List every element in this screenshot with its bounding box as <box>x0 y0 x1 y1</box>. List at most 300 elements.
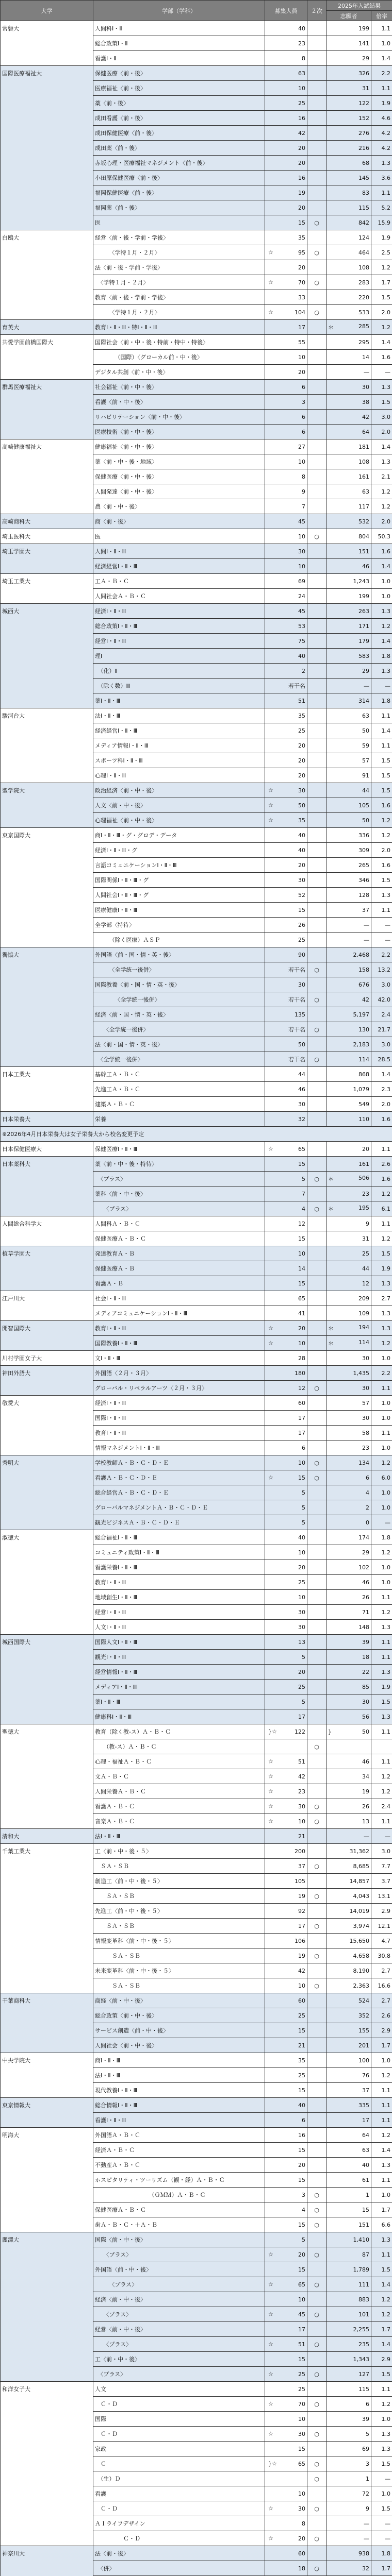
star-mark-icon: ☆ <box>268 309 273 316</box>
table-row <box>1 1366 392 1381</box>
capacity: 26 <box>298 922 305 928</box>
capacity-cell <box>265 36 307 51</box>
second-stage-circle-icon: ○ <box>307 2188 326 2202</box>
capacity: 44 <box>298 1071 305 1078</box>
applicants: 141 <box>358 40 369 47</box>
table-row <box>1 1396 392 1411</box>
ratio: 2.0 <box>371 843 392 858</box>
ratio: 1.5 <box>371 768 392 783</box>
capacity: 5 <box>302 2236 305 2243</box>
ratio: 42.0 <box>371 992 392 1007</box>
applicants-cell <box>326 798 371 813</box>
table-row <box>1 320 392 335</box>
ratio: 1.1 <box>371 1142 392 1157</box>
applicants-cell <box>326 843 371 858</box>
second-stage-circle-icon <box>307 290 326 305</box>
table-row <box>1 1067 392 1082</box>
ratio: 1.2 <box>371 619 392 634</box>
capacity: 若干名 <box>288 965 305 974</box>
ratio: — <box>371 2531 392 2546</box>
second-stage-circle-icon <box>307 1635 326 1650</box>
second-stage-circle-icon <box>307 1261 326 1276</box>
applicants-cell <box>326 245 371 260</box>
ratio: 1.0 <box>371 1500 392 1515</box>
ratio: 1.9 <box>371 96 392 111</box>
department: 総合政策〈前・中・後〉 <box>93 2008 265 2023</box>
applicants: 5,197 <box>353 1011 370 1018</box>
ratio: 1.4 <box>371 335 392 350</box>
applicants: 336 <box>358 832 369 839</box>
second-stage-circle-icon <box>307 738 326 753</box>
capacity: 19 <box>298 190 305 196</box>
department: 〈プラス〉 <box>93 2367 265 2382</box>
applicants: 148 <box>358 1624 369 1631</box>
capacity: 3 <box>302 399 305 405</box>
applicants-cell <box>326 828 371 843</box>
applicants: 6 <box>366 2401 369 2408</box>
applicants: 235 <box>358 2341 369 2348</box>
capacity: 95 <box>298 249 305 256</box>
second-stage-circle-icon <box>307 843 326 858</box>
capacity-cell <box>265 1440 307 1455</box>
ratio: 1.7 <box>371 2038 392 2053</box>
capacity: 6 <box>302 429 305 435</box>
capacity-cell <box>265 828 307 843</box>
department: 〈プラス〉 <box>93 2277 265 2292</box>
star-mark-icon: ☆ <box>268 1340 273 1347</box>
applicants: 2,255 <box>353 2326 370 2333</box>
capacity-cell <box>265 215 307 230</box>
capacity: 50 <box>298 1041 305 1048</box>
applicants-cell <box>326 1455 371 1470</box>
applicants: 2 <box>366 1504 369 1511</box>
table-row <box>1 2128 392 2143</box>
capacity: 10 <box>298 1460 305 1466</box>
applicants: 128 <box>358 892 369 899</box>
ratio: 6.6 <box>371 2217 392 2232</box>
ratio: 1.0 <box>371 2412 392 2427</box>
department: 音楽Ａ・Ｂ・Ｃ <box>93 1814 265 1829</box>
ratio: — <box>371 679 392 693</box>
capacity: 10 <box>298 1818 305 1825</box>
applicants-cell <box>326 2397 371 2412</box>
department: 総合経営Ａ・Ｂ・Ｃ・Ｄ・Ｅ <box>93 1485 265 1500</box>
applicants: 29 <box>362 668 369 674</box>
table-body <box>1 21 392 2576</box>
star-mark-icon: ☆ <box>268 2505 273 2512</box>
applicants-cell <box>326 305 371 320</box>
department: 法〈前・国・情・英・後〉 <box>93 1037 265 1052</box>
capacity-cell <box>265 260 307 275</box>
applicants: 201 <box>358 2042 369 2049</box>
department: 〈全学統一後併〉 <box>93 1022 265 1037</box>
capacity-cell <box>265 2068 307 2083</box>
applicants: 3,974 <box>353 1923 370 1929</box>
star-mark-icon: ☆ <box>268 2371 273 2378</box>
capacity: 9 <box>302 488 305 495</box>
second-stage-circle-icon <box>307 2442 326 2456</box>
university-name: 群馬医療福祉大 <box>1 380 93 439</box>
capacity-cell <box>265 1485 307 1500</box>
department: 〈学特１月・２月〉 <box>93 275 265 290</box>
star-mark-icon: }☆ <box>268 1728 277 1735</box>
applicants-cell <box>326 2322 371 2337</box>
applicants: 57 <box>362 757 369 764</box>
capacity-cell <box>265 2367 307 2382</box>
second-stage-circle-icon <box>307 903 326 918</box>
university-name: 駿河台大 <box>1 708 93 783</box>
table-row <box>1 574 392 589</box>
department: ＳＡ・ＳＢ <box>93 1889 265 1904</box>
ratio: 21.7 <box>371 1022 392 1037</box>
capacity-cell <box>265 1963 307 1978</box>
applicants-cell <box>326 574 371 589</box>
applicants-cell <box>326 275 371 290</box>
ratio: 1.2 <box>371 484 392 499</box>
second-stage-circle-icon: ○ <box>307 2217 326 2232</box>
department: 理Ⅰ <box>93 649 265 664</box>
capacity-cell <box>265 1680 307 1694</box>
table-row <box>1 380 392 395</box>
capacity-cell <box>265 903 307 918</box>
second-stage-circle-icon <box>307 1216 326 1231</box>
department: 経済〈前・中・後〉 <box>93 2292 265 2307</box>
capacity: 14 <box>298 1265 305 1272</box>
university-name: 育英大 <box>1 320 93 335</box>
department: 農〈前・中・後〉 <box>93 499 265 514</box>
applicants-cell <box>326 1545 371 1560</box>
capacity: 30 <box>298 787 305 794</box>
second-stage-circle-icon <box>307 2232 326 2247</box>
applicants-cell <box>326 1948 371 1963</box>
ratio: 1.3 <box>371 1321 392 1336</box>
capacity: 51 <box>298 1758 305 1765</box>
department: 商〈前・後〉 <box>93 514 265 529</box>
ratio: 1.3 <box>371 604 392 619</box>
second-stage-circle-icon <box>307 514 326 529</box>
capacity: 10 <box>298 563 305 570</box>
applicants-cell <box>326 1276 371 1291</box>
applicants: 57 <box>362 1400 369 1406</box>
capacity-cell <box>265 2427 307 2442</box>
table-row <box>1 1351 392 1366</box>
applicants-cell <box>326 1665 371 1680</box>
second-stage-circle-icon: ○ <box>307 2247 326 2262</box>
capacity-cell <box>265 918 307 933</box>
capacity: 45 <box>298 2311 305 2318</box>
department: Ｃ・Ｄ <box>93 2531 265 2546</box>
applicants-cell <box>326 2486 371 2501</box>
applicants-cell <box>326 21 371 36</box>
department: 工〈前・中・後・５〉 <box>93 1844 265 1859</box>
applicants: 50 <box>362 817 369 824</box>
second-stage-circle-icon <box>307 36 326 51</box>
capacity: 15 <box>298 2027 305 2034</box>
department: 家政 <box>93 2442 265 2456</box>
department: 経済経営Ⅰ・Ⅱ・Ⅲ <box>93 559 265 574</box>
university-name: 埼玉医科大 <box>1 529 93 544</box>
applicants-cell <box>326 454 371 469</box>
applicants: 14,019 <box>350 1908 370 1914</box>
applicants-cell <box>326 813 371 828</box>
capacity: 40 <box>298 847 305 854</box>
department: 文Ａ・Ｂ・Ｃ <box>93 1769 265 1784</box>
capacity-cell <box>265 425 307 439</box>
ratio: 2.0 <box>371 514 392 529</box>
capacity-cell <box>265 1246 307 1261</box>
applicants: 85 <box>362 1684 369 1690</box>
department: 〈学特１月・２月〉 <box>93 245 265 260</box>
ratio: 4.2 <box>371 141 392 156</box>
department: 経営〈前・後・学前・学後〉 <box>93 230 265 245</box>
capacity-cell <box>265 858 307 873</box>
second-stage-circle-icon: ○ <box>307 962 326 977</box>
capacity: 75 <box>298 638 305 645</box>
second-stage-circle-icon: ○ <box>307 2501 326 2516</box>
university-name: 麗澤大 <box>1 2232 93 2382</box>
star-mark-icon: ☆ <box>268 1146 273 1153</box>
capacity: 19 <box>298 1893 305 1900</box>
second-stage-circle-icon <box>307 1724 326 1739</box>
department: 先進工Ａ・Ｂ・Ｃ <box>93 1082 265 1097</box>
capacity: 135 <box>295 1011 305 1018</box>
applicants: 8,190 <box>353 1968 370 1974</box>
department: ＳＡ・ＳＢ <box>93 1919 265 1934</box>
applicants-cell <box>326 410 371 425</box>
department: 法〈前・後・学前・学後〉 <box>93 260 265 275</box>
capacity-cell <box>265 798 307 813</box>
applicants-cell <box>326 619 371 634</box>
star-mark-icon: ☆ <box>268 279 273 286</box>
capacity: 20 <box>298 264 305 271</box>
second-stage-circle-icon <box>307 693 326 708</box>
ratio: 2.7 <box>371 1963 392 1978</box>
capacity-cell <box>265 2546 307 2561</box>
capacity-cell <box>265 2083 307 2098</box>
capacity: 20 <box>298 742 305 749</box>
applicants-cell <box>326 1635 371 1650</box>
ratio: 1.0 <box>371 574 392 589</box>
capacity-cell <box>265 2188 307 2202</box>
second-stage-circle-icon <box>307 664 326 679</box>
applicants-cell <box>326 1067 371 1082</box>
second-stage-circle-icon <box>307 230 326 245</box>
applicants: 122 <box>358 100 369 107</box>
capacity: 27 <box>298 444 305 450</box>
capacity-cell <box>265 1709 307 1724</box>
capacity: 若干名 <box>288 995 305 1004</box>
applicants: 4,043 <box>353 1893 370 1900</box>
capacity: 25 <box>298 2386 305 2393</box>
department: 人文 <box>93 2382 265 2397</box>
second-stage-circle-icon <box>307 1396 326 1411</box>
applicants-cell <box>326 2232 371 2247</box>
university-name: 聖学院大 <box>1 783 93 828</box>
capacity: 19 <box>298 1953 305 1959</box>
second-stage-circle-icon: ○ <box>307 1919 326 1934</box>
capacity-cell <box>265 2217 307 2232</box>
second-stage-circle-icon <box>307 2143 326 2158</box>
capacity-cell <box>265 1172 307 1187</box>
department: グローバルマネジメントＡ・Ｂ・Ｃ・Ｄ・Ｅ <box>93 1500 265 1515</box>
applicants: 102 <box>358 1564 369 1571</box>
second-stage-circle-icon <box>307 679 326 693</box>
applicants-cell <box>326 1336 371 1351</box>
table-row <box>1 66 392 81</box>
second-stage-circle-icon <box>307 2516 326 2531</box>
capacity: 30 <box>298 2431 305 2437</box>
applicants: 676 <box>358 981 369 988</box>
ratio: 1.2 <box>371 260 392 275</box>
second-stage-circle-icon: ○ <box>307 1799 326 1814</box>
applicants-cell <box>326 589 371 604</box>
capacity: 65 <box>298 2461 305 2467</box>
capacity: 45 <box>298 608 305 615</box>
note-row <box>1 1127 392 1142</box>
table-row <box>1 1157 392 1172</box>
department: 外国語〈前・中・後〉 <box>93 2262 265 2277</box>
capacity-cell <box>265 1321 307 1336</box>
department: 成田薬〈前・後〉 <box>93 141 265 156</box>
applicants-cell <box>326 1246 371 1261</box>
star-mark-icon: ☆ <box>268 1788 273 1795</box>
capacity-cell <box>265 1844 307 1859</box>
capacity-cell <box>265 1052 307 1067</box>
applicants: 130 <box>358 1026 369 1033</box>
second-stage-circle-icon <box>307 604 326 619</box>
department: 商Ⅰ・Ⅱ・Ⅲ・グ・グロデ・データ <box>93 828 265 843</box>
applicants-cell <box>326 1366 371 1381</box>
applicants: 69 <box>362 2446 369 2452</box>
applicants: 30 <box>362 1355 369 1362</box>
second-stage-circle-icon <box>307 1187 326 1201</box>
applicants: 4 <box>366 1489 369 1496</box>
applicants-cell <box>326 111 371 126</box>
capacity-cell <box>265 410 307 425</box>
capacity-cell <box>265 1560 307 1575</box>
applicants: 883 <box>358 2296 369 2303</box>
applicants: 68 <box>362 160 369 166</box>
capacity-cell <box>265 1530 307 1545</box>
ratio: 1.3 <box>371 2442 392 2456</box>
table-row <box>1 1844 392 1859</box>
capacity-cell <box>265 1426 307 1440</box>
second-stage-circle-icon <box>307 1784 326 1799</box>
department: 国際Ⅰ・Ⅱ・Ⅲ <box>93 1411 265 1426</box>
applicants-cell <box>326 1560 371 1575</box>
applicants-cell <box>326 1874 371 1889</box>
second-stage-circle-icon: ○ <box>307 305 326 320</box>
ratio: 1.2 <box>371 1336 392 1351</box>
capacity-cell <box>265 1261 307 1276</box>
applicants: 151 <box>358 548 369 555</box>
university-name: 埼玉工業大 <box>1 574 93 604</box>
department: メディアⅠ・Ⅱ・Ⅲ <box>93 1680 265 1694</box>
second-stage-circle-icon <box>307 365 326 380</box>
capacity-cell <box>265 2561 307 2576</box>
capacity-cell <box>265 2501 307 2516</box>
capacity: 40 <box>298 1534 305 1541</box>
department: 〈全学統一後併〉 <box>93 962 265 977</box>
second-stage-circle-icon <box>307 574 326 589</box>
capacity-cell <box>265 1142 307 1157</box>
applicants: 108 <box>358 459 369 465</box>
second-stage-circle-icon: ○ <box>307 275 326 290</box>
applicants-cell <box>326 1680 371 1694</box>
applicants-cell <box>326 1485 371 1500</box>
ratio: 1.1 <box>371 2098 392 2113</box>
capacity: 若干名 <box>288 1055 305 1063</box>
department: 経営Ⅰ・Ⅱ・Ⅲ <box>93 1605 265 1620</box>
applicants-cell <box>326 185 371 200</box>
second-stage-circle-icon <box>307 753 326 768</box>
capacity-cell <box>265 693 307 708</box>
capacity-cell <box>265 2262 307 2277</box>
applicants-cell <box>326 2367 371 2382</box>
department: 経営Ⅰ・Ⅱ・Ⅲ <box>93 634 265 649</box>
applicants-cell <box>326 1321 371 1336</box>
table-row <box>1 604 392 619</box>
applicants-cell <box>326 2113 371 2128</box>
second-stage-circle-icon <box>307 2113 326 2128</box>
capacity-cell <box>265 1411 307 1426</box>
ratio: 1.2 <box>371 813 392 828</box>
university-name: 川村学園女子大 <box>1 1351 93 1366</box>
capacity: 30 <box>298 548 305 555</box>
applicants-cell <box>326 1187 371 1201</box>
star-mark-icon: ☆ <box>268 2431 273 2437</box>
applicants-cell <box>326 2053 371 2068</box>
applicants-cell <box>326 484 371 499</box>
department: 社会Ⅰ・Ⅱ・Ⅲ <box>93 1291 265 1306</box>
ratio: 1.2 <box>371 2128 392 2143</box>
applicants-cell <box>326 2427 371 2442</box>
capacity-cell <box>265 768 307 783</box>
applicants-cell <box>326 1261 371 1276</box>
department: 薬〈前・中・後・地域〉 <box>93 454 265 469</box>
second-stage-circle-icon <box>307 1530 326 1545</box>
capacity: 6 <box>302 384 305 391</box>
applicants: 8,685 <box>353 1863 370 1870</box>
capacity-cell <box>265 1829 307 1844</box>
applicants: 195 <box>358 1205 369 1211</box>
second-stage-circle-icon <box>307 2068 326 2083</box>
capacity-cell <box>265 933 307 947</box>
applicants-cell <box>326 992 371 1007</box>
capacity-cell <box>265 1201 307 1216</box>
applicants-cell <box>326 738 371 753</box>
capacity: 10 <box>298 459 305 465</box>
applicants-cell <box>326 2217 371 2232</box>
star-mark-icon: ☆ <box>268 249 273 256</box>
ratio: 1.3 <box>371 2158 392 2173</box>
capacity-cell <box>265 320 307 335</box>
capacity-cell <box>265 469 307 484</box>
department: メディア情報Ⅰ・Ⅱ・Ⅲ <box>93 738 265 753</box>
capacity: 15 <box>298 2446 305 2452</box>
applicants: 29 <box>362 1549 369 1556</box>
department: 薬Ⅰ・Ⅱ・Ⅲ <box>93 1694 265 1709</box>
capacity-cell <box>265 380 307 395</box>
capacity: 15 <box>298 1475 305 1481</box>
ratio: 1.1 <box>371 1381 392 1396</box>
ratio: 1.3 <box>371 1306 392 1321</box>
second-stage-circle-icon <box>307 813 326 828</box>
applicants-cell <box>326 1381 371 1396</box>
applicants: 18 <box>362 1654 369 1660</box>
ratio: 3.0 <box>371 977 392 992</box>
department: 法Ⅰ・Ⅱ・Ⅲ <box>93 2068 265 2083</box>
